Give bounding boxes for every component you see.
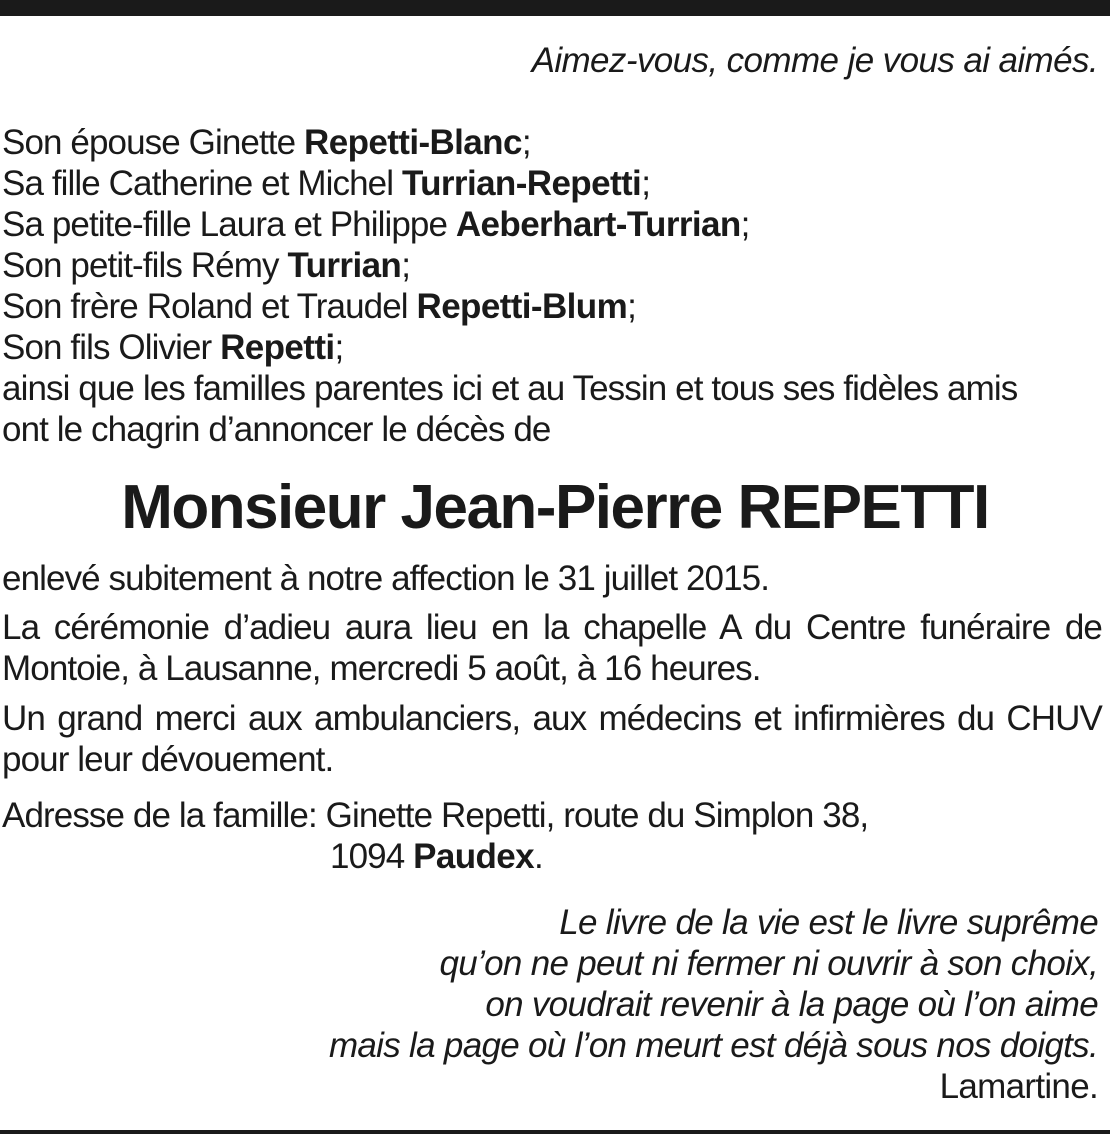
family-member — [2, 286, 1017, 327]
family-member-punct: ; — [521, 123, 531, 162]
address-punct: . — [534, 837, 543, 876]
poem-author: Lamartine. — [939, 1067, 1098, 1106]
address-town-line — [2, 836, 1102, 877]
ceremony-details: La cérémonie d’adieu aura lieu en la chapelle A du Centre funéraire de Montoie, à Lausanne, mercredi 5 août, à 16 heures. — [2, 608, 1102, 688]
poem-line: Le livre de la vie est le livre suprême — [559, 903, 1098, 942]
bottom-rule — [0, 1130, 1110, 1134]
family-member-relation: Son épouse Ginette — [2, 123, 305, 162]
deceased-name: Monsieur Jean-Pierre REPETTI — [121, 473, 989, 542]
family-closing-line: ont le chagrin d’annoncer le décès de — [2, 410, 551, 449]
family-member-surname: Turrian-Repetti — [401, 164, 642, 203]
family-member-surname: Repetti — [220, 328, 335, 367]
family-member-punct: ; — [641, 164, 651, 203]
family-member-punct: ; — [334, 328, 344, 367]
family-member — [2, 327, 1017, 368]
family-member-surname: Repetti-Blum — [416, 287, 628, 326]
poem-line: qu’on ne peut ni fermer ni ouvrir à son choix, — [439, 944, 1098, 983]
thanks-message: Un grand merci aux ambulanciers, aux médecins et infirmières du CHUV pour leur dévouement. — [2, 699, 1102, 779]
address-town: Paudex — [413, 837, 534, 876]
family-member-surname: Turrian — [287, 246, 402, 285]
address-line: Adresse de la famille: Ginette Repetti, route du Simplon 38, — [2, 796, 869, 835]
family-member-punct: ; — [627, 287, 636, 326]
family-member-relation: Son fils Olivier — [2, 328, 221, 367]
family-member — [2, 245, 1017, 286]
family-closing-line: ainsi que les familles parentes ici et au Tessin et tous ses fidèles amis — [2, 369, 1018, 408]
epigraph: Aimez-vous, comme je vous ai aimés. — [531, 41, 1098, 80]
family-member-relation: Sa fille Catherine et Michel — [2, 164, 402, 203]
family-list — [2, 122, 1017, 450]
top-rule — [0, 0, 1110, 16]
family-member-relation: Sa petite-fille Laura et Philippe — [2, 205, 456, 244]
family-member-surname: Repetti-Blanc — [304, 123, 522, 162]
family-address — [2, 795, 1102, 877]
address-postcode: 1094 — [330, 837, 414, 876]
poem-line: on voudrait revenir à la page où l’on aime — [485, 985, 1098, 1024]
family-member — [2, 163, 1017, 204]
family-member-relation: Son frère Roland et Traudel — [2, 287, 417, 326]
family-member-punct: ; — [740, 205, 750, 244]
poem-line: mais la page où l’on meurt est déjà sous nos doigts. — [328, 1026, 1098, 1065]
family-member — [2, 122, 1017, 163]
family-member — [2, 204, 1017, 245]
family-member-surname: Aeberhart-Turrian — [455, 205, 741, 244]
closing-poem — [329, 902, 1098, 1107]
death-notice: enlevé subitement à notre affection le 31 juillet 2015. — [2, 559, 770, 598]
family-member-punct: ; — [401, 246, 411, 285]
family-member-relation: Son petit-fils Rémy — [2, 246, 288, 285]
